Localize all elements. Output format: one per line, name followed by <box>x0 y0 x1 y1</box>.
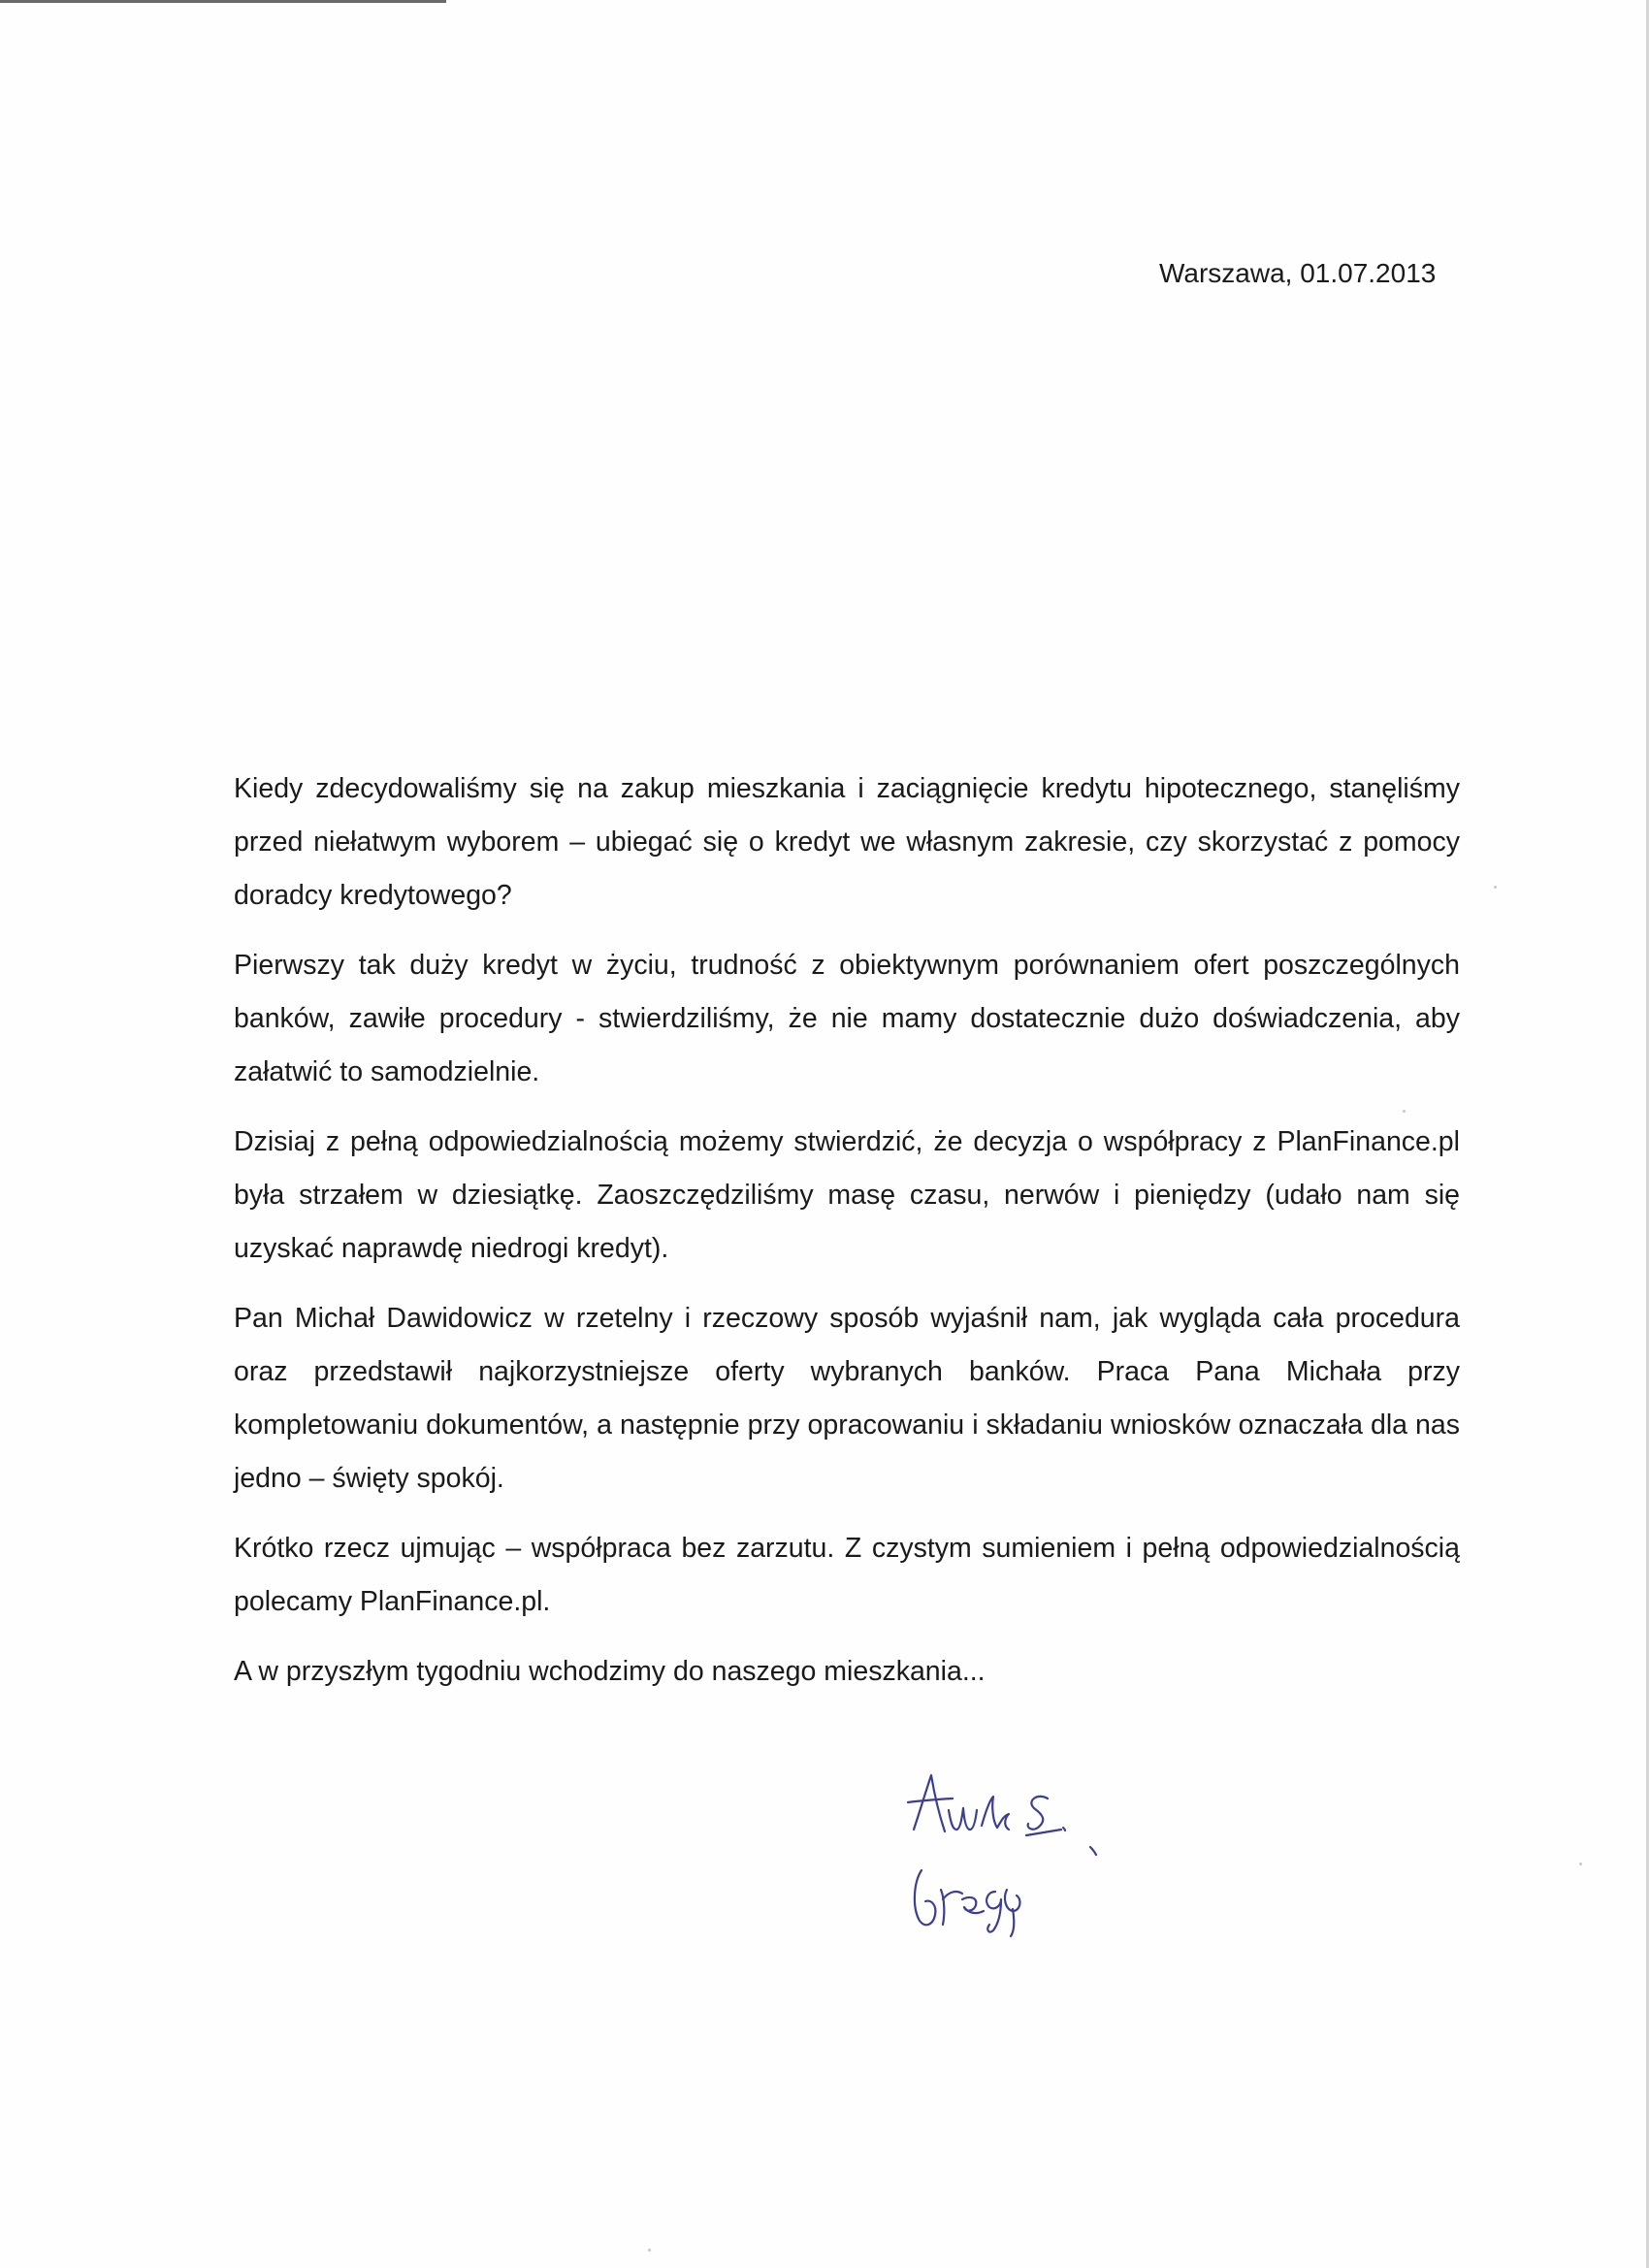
signature-stroke <box>962 1897 984 1913</box>
signature-stroke <box>941 1890 944 1925</box>
signature-stroke <box>1011 1909 1014 1936</box>
paragraph-4: Pan Michał Dawidowicz w rzetelny i rzeczowy sposób wyjaśnił nam, jak wygląda cała procedura oraz przedstawił najkorzystniejsze oferty wybranych banków. Praca Pana Michała przy kompletowaniu dokumentów, a następnie przy opracowaniu i składaniu wniosków oznaczała dla nas jedno – święty spokój. <box>234 1303 1460 1494</box>
paragraph-3: Dzisiaj z pełną odpowiedzialnością możemy stwierdzić, że decyzja o współpracy z PlanFinance.pl była strzałem w dziesiątkę. Zaoszczędziliśmy masę czasu, nerwów i pieniędzy (udało nam się uzyskać naprawdę niedrogi kredyt). <box>234 1126 1460 1264</box>
paragraph-6: A w przyszłym tygodniu wchodzimy do naszego mieszkania... <box>234 1656 986 1687</box>
signature-stroke <box>915 1870 935 1925</box>
signature-stroke <box>1028 1797 1048 1830</box>
letter-body <box>234 762 1460 1715</box>
paragraph-2: Pierwszy tak duży kredyt w życiu, trudność z obiektywnym porównaniem ofert poszczególnych banków, zawiłe procedury - stwierdziliśmy, że nie mamy dostatecznie dużo doświadczenia, aby załatwić to samodzielnie. <box>234 950 1460 1087</box>
signature-stroke <box>986 1892 1001 1932</box>
signature-stroke <box>1090 1847 1096 1855</box>
scan-speck <box>1403 1110 1406 1113</box>
signature-stroke <box>1005 1890 1019 1911</box>
signature-stroke <box>949 1808 977 1830</box>
paragraph-5: Krótko rzecz ujmując – współpraca bez zarzutu. Z czystym sumieniem i pełną odpowiedzialnością polecamy PlanFinance.pl. <box>234 1533 1460 1617</box>
place-date: Warszawa, 01.07.2013 <box>1159 258 1437 288</box>
signature-stroke <box>914 1775 945 1831</box>
scan-edge-top <box>0 0 446 3</box>
scan-speck <box>1494 886 1497 889</box>
signature-drawing <box>902 1754 1154 1967</box>
handwritten-signature <box>902 1754 1154 1967</box>
signature-stroke <box>908 1798 953 1802</box>
signature-stroke <box>943 1892 962 1899</box>
signature-stroke <box>1063 1828 1065 1831</box>
scan-speck <box>648 2249 651 2252</box>
signature-stroke <box>1026 1830 1061 1835</box>
signature-stroke <box>982 1797 1009 1830</box>
paragraph-1: Kiedy zdecydowaliśmy się na zakup mieszkania i zaciągnięcie kredytu hipotecznego, stanęliśmy przed niełatwym wyborem – ubiegać się o kredyt we własnym zakresie, czy skorzystać z pomocy doradcy kredytowego? <box>234 773 1460 911</box>
scan-speck <box>1579 1863 1582 1865</box>
